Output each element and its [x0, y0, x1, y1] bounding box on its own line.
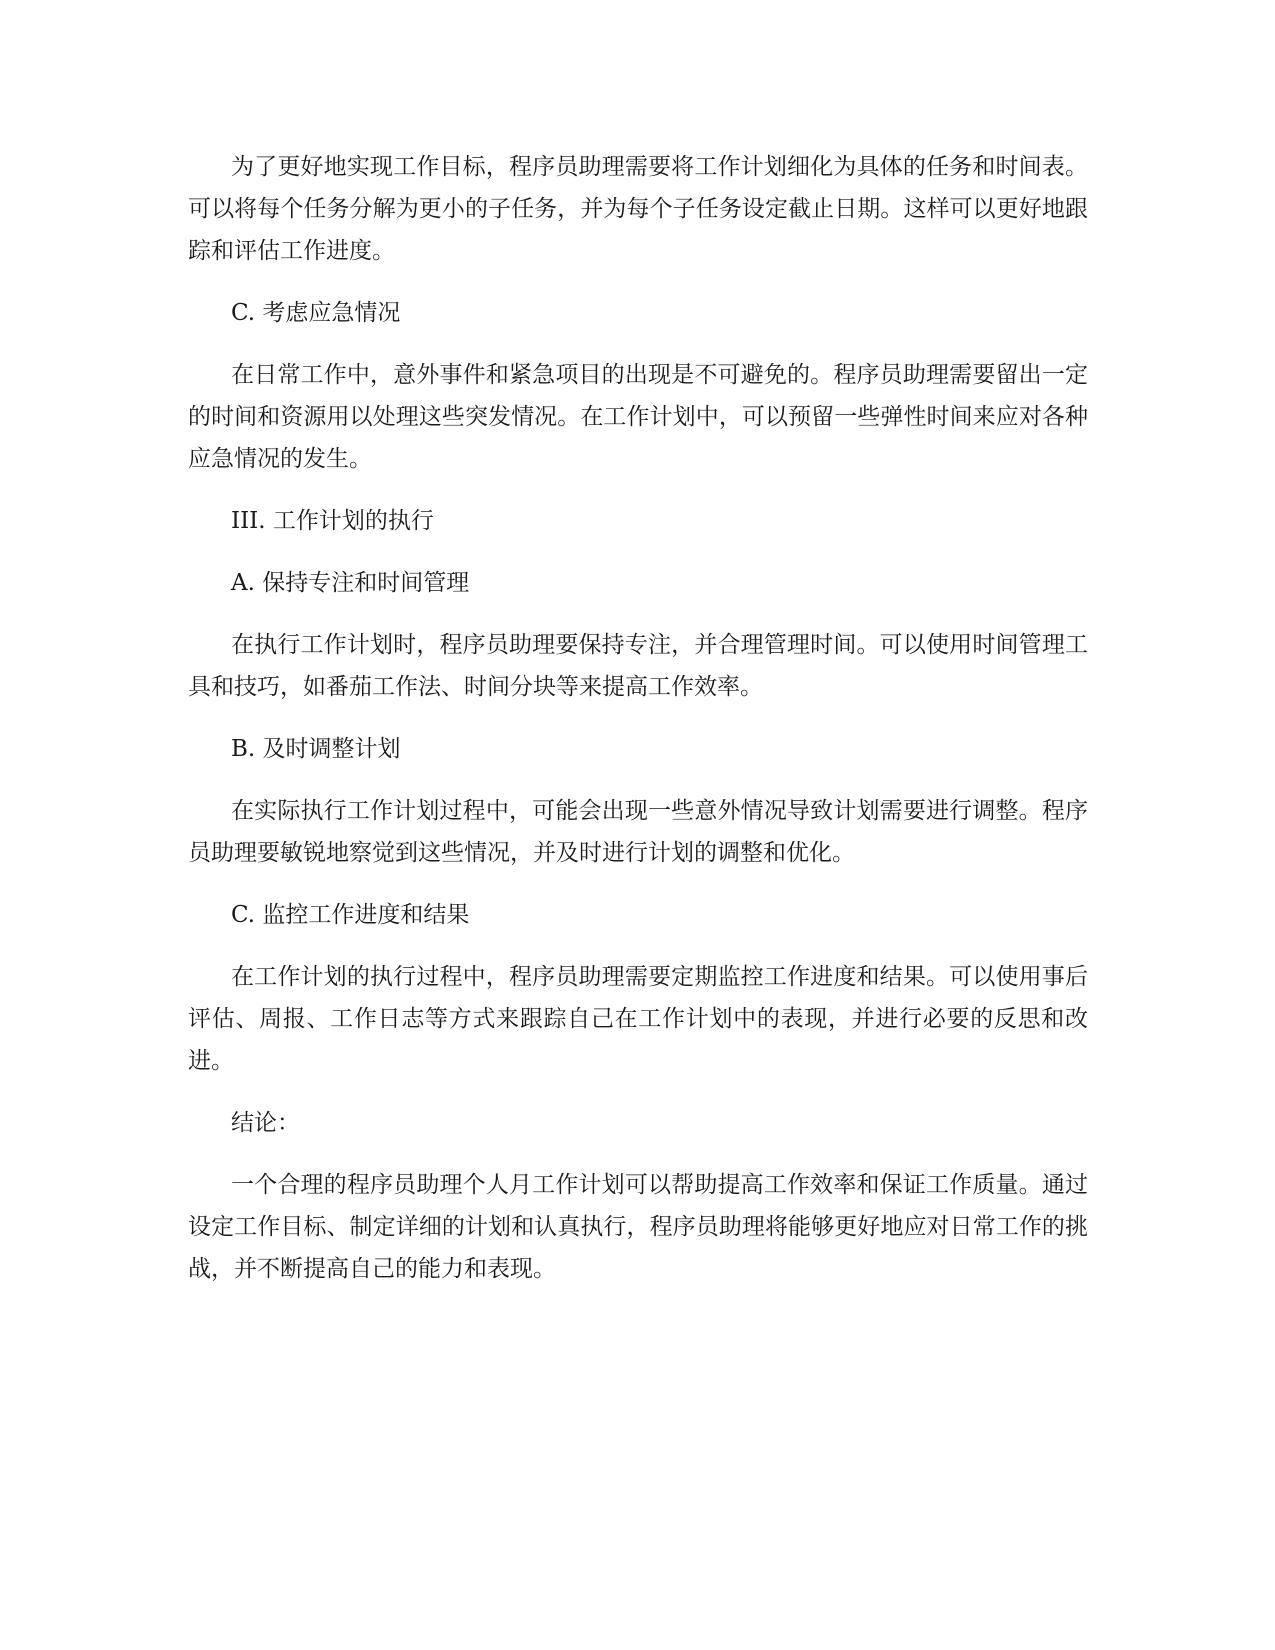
heading-c-monitor: C. 监控工作进度和结果 [231, 902, 470, 928]
heading-iii-execution: III. 工作计划的执行 [231, 508, 434, 534]
heading-c-emergencies: C. 考虑应急情况 [231, 300, 401, 326]
paragraph-adjust: 在实际执行工作计划过程中，可能会出现一些意外情况导致计划需要进行调整。程序员助理要敏锐地察觉到这些情况，并及时进行计划的调整和优化。 [188, 798, 1088, 866]
document-body [188, 146, 1088, 1310]
heading-a-focus: A. 保持专注和时间管理 [231, 570, 470, 596]
paragraph-focus: 在执行工作计划时，程序员助理要保持专注，并合理管理时间。可以使用时间管理工具和技巧，如番茄工作法、时间分块等来提高工作效率。 [188, 632, 1088, 700]
paragraph-task-breakdown: 为了更好地实现工作目标，程序员助理需要将工作计划细化为具体的任务和时间表。可以将每个任务分解为更小的子任务，并为每个子任务设定截止日期。这样可以更好地跟踪和评估工作进度。 [188, 154, 1088, 264]
paragraph-monitor: 在工作计划的执行过程中，程序员助理需要定期监控工作进度和结果。可以使用事后评估、周报、工作日志等方式来跟踪自己在工作计划中的表现，并进行必要的反思和改进。 [188, 964, 1088, 1074]
paragraph-emergencies: 在日常工作中，意外事件和紧急项目的出现是不可避免的。程序员助理需要留出一定的时间和资源用以处理这些突发情况。在工作计划中，可以预留一些弹性时间来应对各种应急情况的发生。 [188, 362, 1088, 472]
paragraph-conclusion: 一个合理的程序员助理个人月工作计划可以帮助提高工作效率和保证工作质量。通过设定工作目标、制定详细的计划和认真执行，程序员助理将能够更好地应对日常工作的挑战，并不断提高自己的能力和表现。 [188, 1172, 1088, 1282]
heading-conclusion: 结论： [231, 1110, 300, 1136]
heading-b-adjust: B. 及时调整计划 [231, 736, 401, 762]
